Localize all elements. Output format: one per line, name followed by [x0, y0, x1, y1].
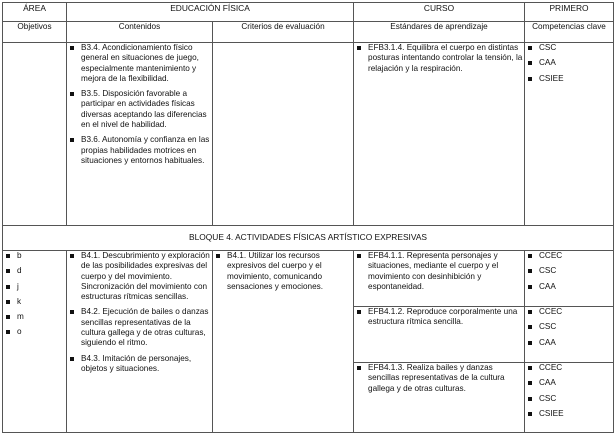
- area-label: ÁREA: [3, 3, 67, 22]
- course-value: PRIMERO: [525, 3, 614, 22]
- list-item: CSC: [525, 43, 613, 53]
- list-item: B4.1. Utilizar los recursos expresivos del cuerpo y el movimiento, comunicando sensaciones y emociones.: [213, 251, 353, 292]
- header-row: [3, 3, 614, 22]
- block4-standard-2-cell: [354, 307, 525, 363]
- list-item: CAA: [525, 282, 613, 292]
- list-item: CSC: [525, 322, 613, 332]
- list-item: j: [3, 282, 66, 292]
- list-item: CCEC: [525, 307, 613, 317]
- list-item: o: [3, 327, 66, 337]
- list-item: B4.1. Descubrimiento y exploración de las posibilidades expresivas del cuerpo y del movimiento. Sincronización del movimiento con estructuras rítmicas sencillas.: [67, 251, 212, 302]
- list-item: CAA: [525, 58, 613, 68]
- list-item: B3.6. Autonomía y confianza en las propias habilidades motrices en situaciones y entornos habituales.: [67, 135, 212, 166]
- block4-row-1: [3, 251, 614, 307]
- column-header-objectives: Objetivos: [3, 22, 67, 43]
- block4-competencies-3-cell: [525, 363, 614, 433]
- block4-standard-3-cell: [354, 363, 525, 433]
- list-item: k: [3, 297, 66, 307]
- list-item: B4.3. Imitación de personajes, objetos y situaciones.: [67, 354, 212, 375]
- block4-contents-cell: [67, 251, 213, 433]
- list-item: d: [3, 266, 66, 276]
- subject-title: EDUCACIÓN FÍSICA: [67, 3, 354, 22]
- list-item: CSIEE: [525, 74, 613, 84]
- block4-criteria-cell: [213, 251, 354, 433]
- block3-standards-cell: [354, 43, 525, 226]
- list-item: CSC: [525, 266, 613, 276]
- column-header-row: [3, 22, 614, 43]
- list-item: B4.2. Ejecución de bailes o danzas sencillas representativas de la cultura gallega y de otras culturas, siguiendo el ritmo.: [67, 307, 212, 348]
- list-item: b: [3, 251, 66, 261]
- list-item: B3.4. Acondicionamiento físico general en situaciones de juego, especialmente mantenimiento y mejora de la flexibilidad.: [67, 43, 212, 84]
- list-item: EFB4.1.1. Representa personajes y situaciones, mediante el cuerpo y el movimiento con desinhibición y espontaneidad.: [354, 251, 524, 292]
- column-header-criteria: Criterios de evaluación: [213, 22, 354, 43]
- list-item: CCEC: [525, 363, 613, 373]
- list-item: m: [3, 312, 66, 322]
- block4-competencies-2-cell: [525, 307, 614, 363]
- list-item: CAA: [525, 378, 613, 388]
- list-item: CSC: [525, 394, 613, 404]
- block4-title: BLOQUE 4. ACTIVIDADES FÍSICAS ARTÍSTICO EXPRESIVAS: [3, 232, 614, 251]
- list-item: B3.5. Disposición favorable a participar en actividades físicas diversas aceptando las diferencias en el nivel de habilidad.: [67, 89, 212, 130]
- block3-competencies-cell: [525, 43, 614, 226]
- block4-standard-1-cell: [354, 251, 525, 307]
- column-header-standards: Estándares de aprendizaje: [354, 22, 525, 43]
- block3-row: [3, 43, 614, 226]
- list-item: CSIEE: [525, 409, 613, 419]
- block3-contents-cell: [67, 43, 213, 226]
- block4-title-row: [3, 232, 614, 251]
- list-item: CAA: [525, 338, 613, 348]
- block3-criteria-cell: [213, 43, 354, 226]
- block3-objectives-cell: [3, 43, 67, 226]
- column-header-contents: Contenidos: [67, 22, 213, 43]
- list-item: EFB4.1.3. Realiza bailes y danzas sencillas representativas de la cultura gallega y de otras culturas.: [354, 363, 524, 394]
- list-item: EFB3.1.4. Equilibra el cuerpo en distintas posturas intentando controlar la tensión, la relajación y la respiración.: [354, 43, 524, 74]
- block4-objectives-cell: [3, 251, 67, 433]
- block4-competencies-1-cell: [525, 251, 614, 307]
- list-item: EFB4.1.2. Reproduce corporalmente una estructura rítmica sencilla.: [354, 307, 524, 328]
- curriculum-table: [2, 2, 614, 433]
- course-label: CURSO: [354, 3, 525, 22]
- list-item: CCEC: [525, 251, 613, 261]
- column-header-competencies: Competencias clave: [525, 22, 614, 43]
